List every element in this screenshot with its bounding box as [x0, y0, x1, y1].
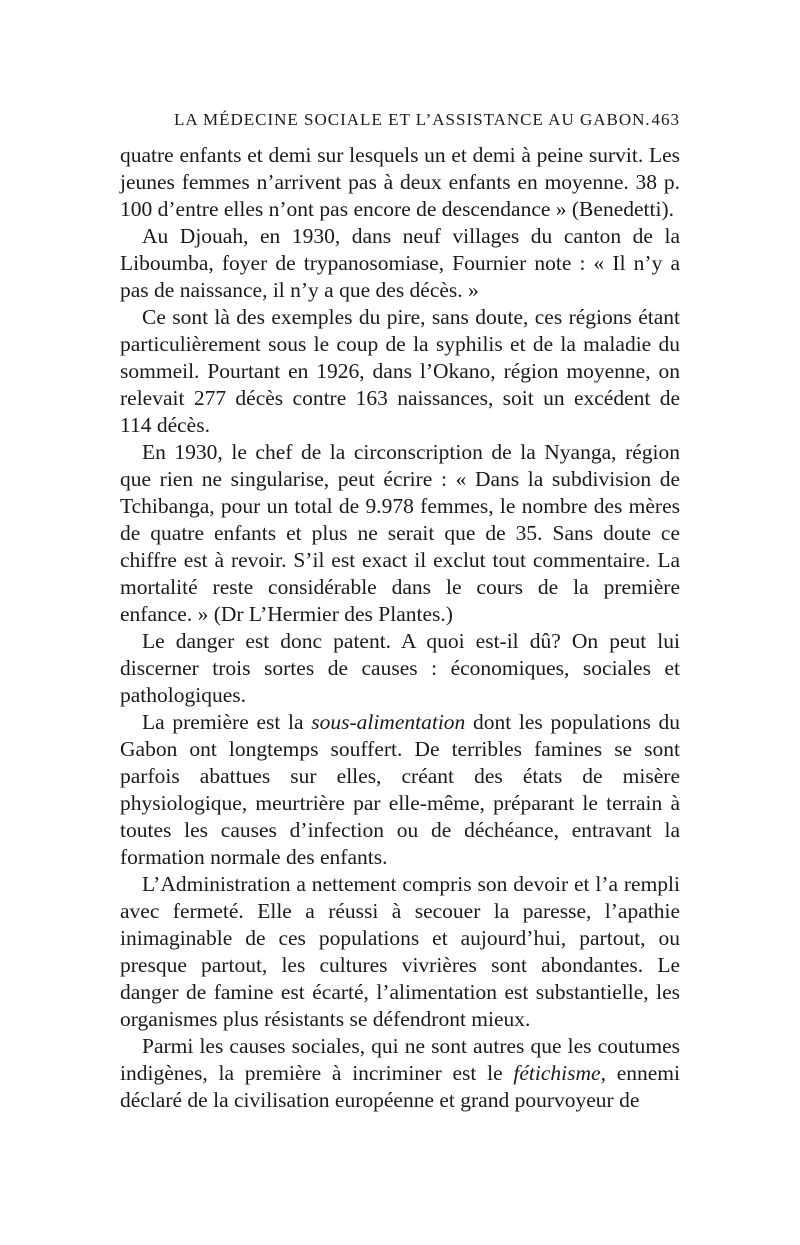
- text-segment: Au Djouah, en 1930, dans neuf villages du canton de la Liboumba, foyer de trypanosomiase, Fournier note : « Il n’y a pas de naissance, il n’y a que des décès. »: [120, 224, 680, 302]
- paragraph-p6: [120, 709, 680, 871]
- text-segment: En 1930, le chef de la circonscription de la Nyanga, région que rien ne singularise, peut écrire : « Dans la subdivision de Tchibanga, pour un total de 9.978 femmes, le nombre des mères de quatre enfants et plus ne serait que de 35. Sans doute ce chiffre est à revoir. S’il est exact il exclut tout commentaire. La mortalité reste considérable dans le cours de la première enfance. » (Dr L’Hermier des Plantes.): [120, 440, 680, 626]
- paragraph-p8: [120, 1033, 680, 1114]
- italic-term: fétichisme,: [513, 1061, 606, 1085]
- body-text: [120, 142, 680, 1114]
- text-segment: La première est la: [142, 710, 312, 734]
- paragraph-p4: [120, 439, 680, 628]
- text-segment: Parmi les causes sociales, qui ne sont autres que les coutumes indigènes, la première à incriminer est le: [120, 1034, 680, 1085]
- text-segment: Le danger est donc patent. A quoi est-il dû? On peut lui discerner trois sortes de causes : économiques, sociales et pathologiques.: [120, 629, 680, 707]
- text-segment: quatre enfants et demi sur lesquels un et demi à peine survit. Les jeunes femmes n’arrivent pas à deux enfants en moyenne. 38 p. 100 d’entre elles n’ont pas encore de descendance » (Benedetti).: [120, 143, 680, 221]
- running-header: [120, 110, 680, 130]
- paragraph-p7: [120, 871, 680, 1033]
- page: [120, 110, 680, 1114]
- page-number: 463: [651, 110, 680, 129]
- paragraph-p3: [120, 304, 680, 439]
- paragraph-p5: [120, 628, 680, 709]
- text-segment: Ce sont là des exemples du pire, sans doute, ces régions étant particulièrement sous le coup de la syphilis et de la maladie du sommeil. Pourtant en 1926, dans l’Okano, région moyenne, on relevait 277 décès contre 163 naissances, soit un excédent de 114 décès.: [120, 305, 680, 437]
- paragraph-p2: [120, 223, 680, 304]
- italic-term: sous-alimentation: [311, 710, 466, 734]
- text-segment: dont les populations du Gabon ont longtemps souffert. De terribles famines se sont parfois abattues sur elles, créant des états de misère physiologique, meurtrière par elle-même, préparant le terrain à toutes les causes d’infection ou de déchéance, entravant la formation normale des enfants.: [120, 710, 680, 869]
- text-segment: L’Administration a nettement compris son devoir et l’a rempli avec fermeté. Elle a réussi à secouer la paresse, l’apathie inimaginable de ces populations et aujourd’hui, partout, ou presque partout, les cultures vivrières sont abondantes. Le danger de famine est écarté, l’alimentation est substantielle, les organismes plus résistants se défendront mieux.: [120, 872, 680, 1031]
- paragraph-p1: [120, 142, 680, 223]
- running-title: LA MÉDECINE SOCIALE ET L’ASSISTANCE AU GABON.: [174, 110, 651, 129]
- text-segment: ennemi déclaré de la civilisation européenne et grand pourvoyeur de: [120, 1061, 680, 1112]
